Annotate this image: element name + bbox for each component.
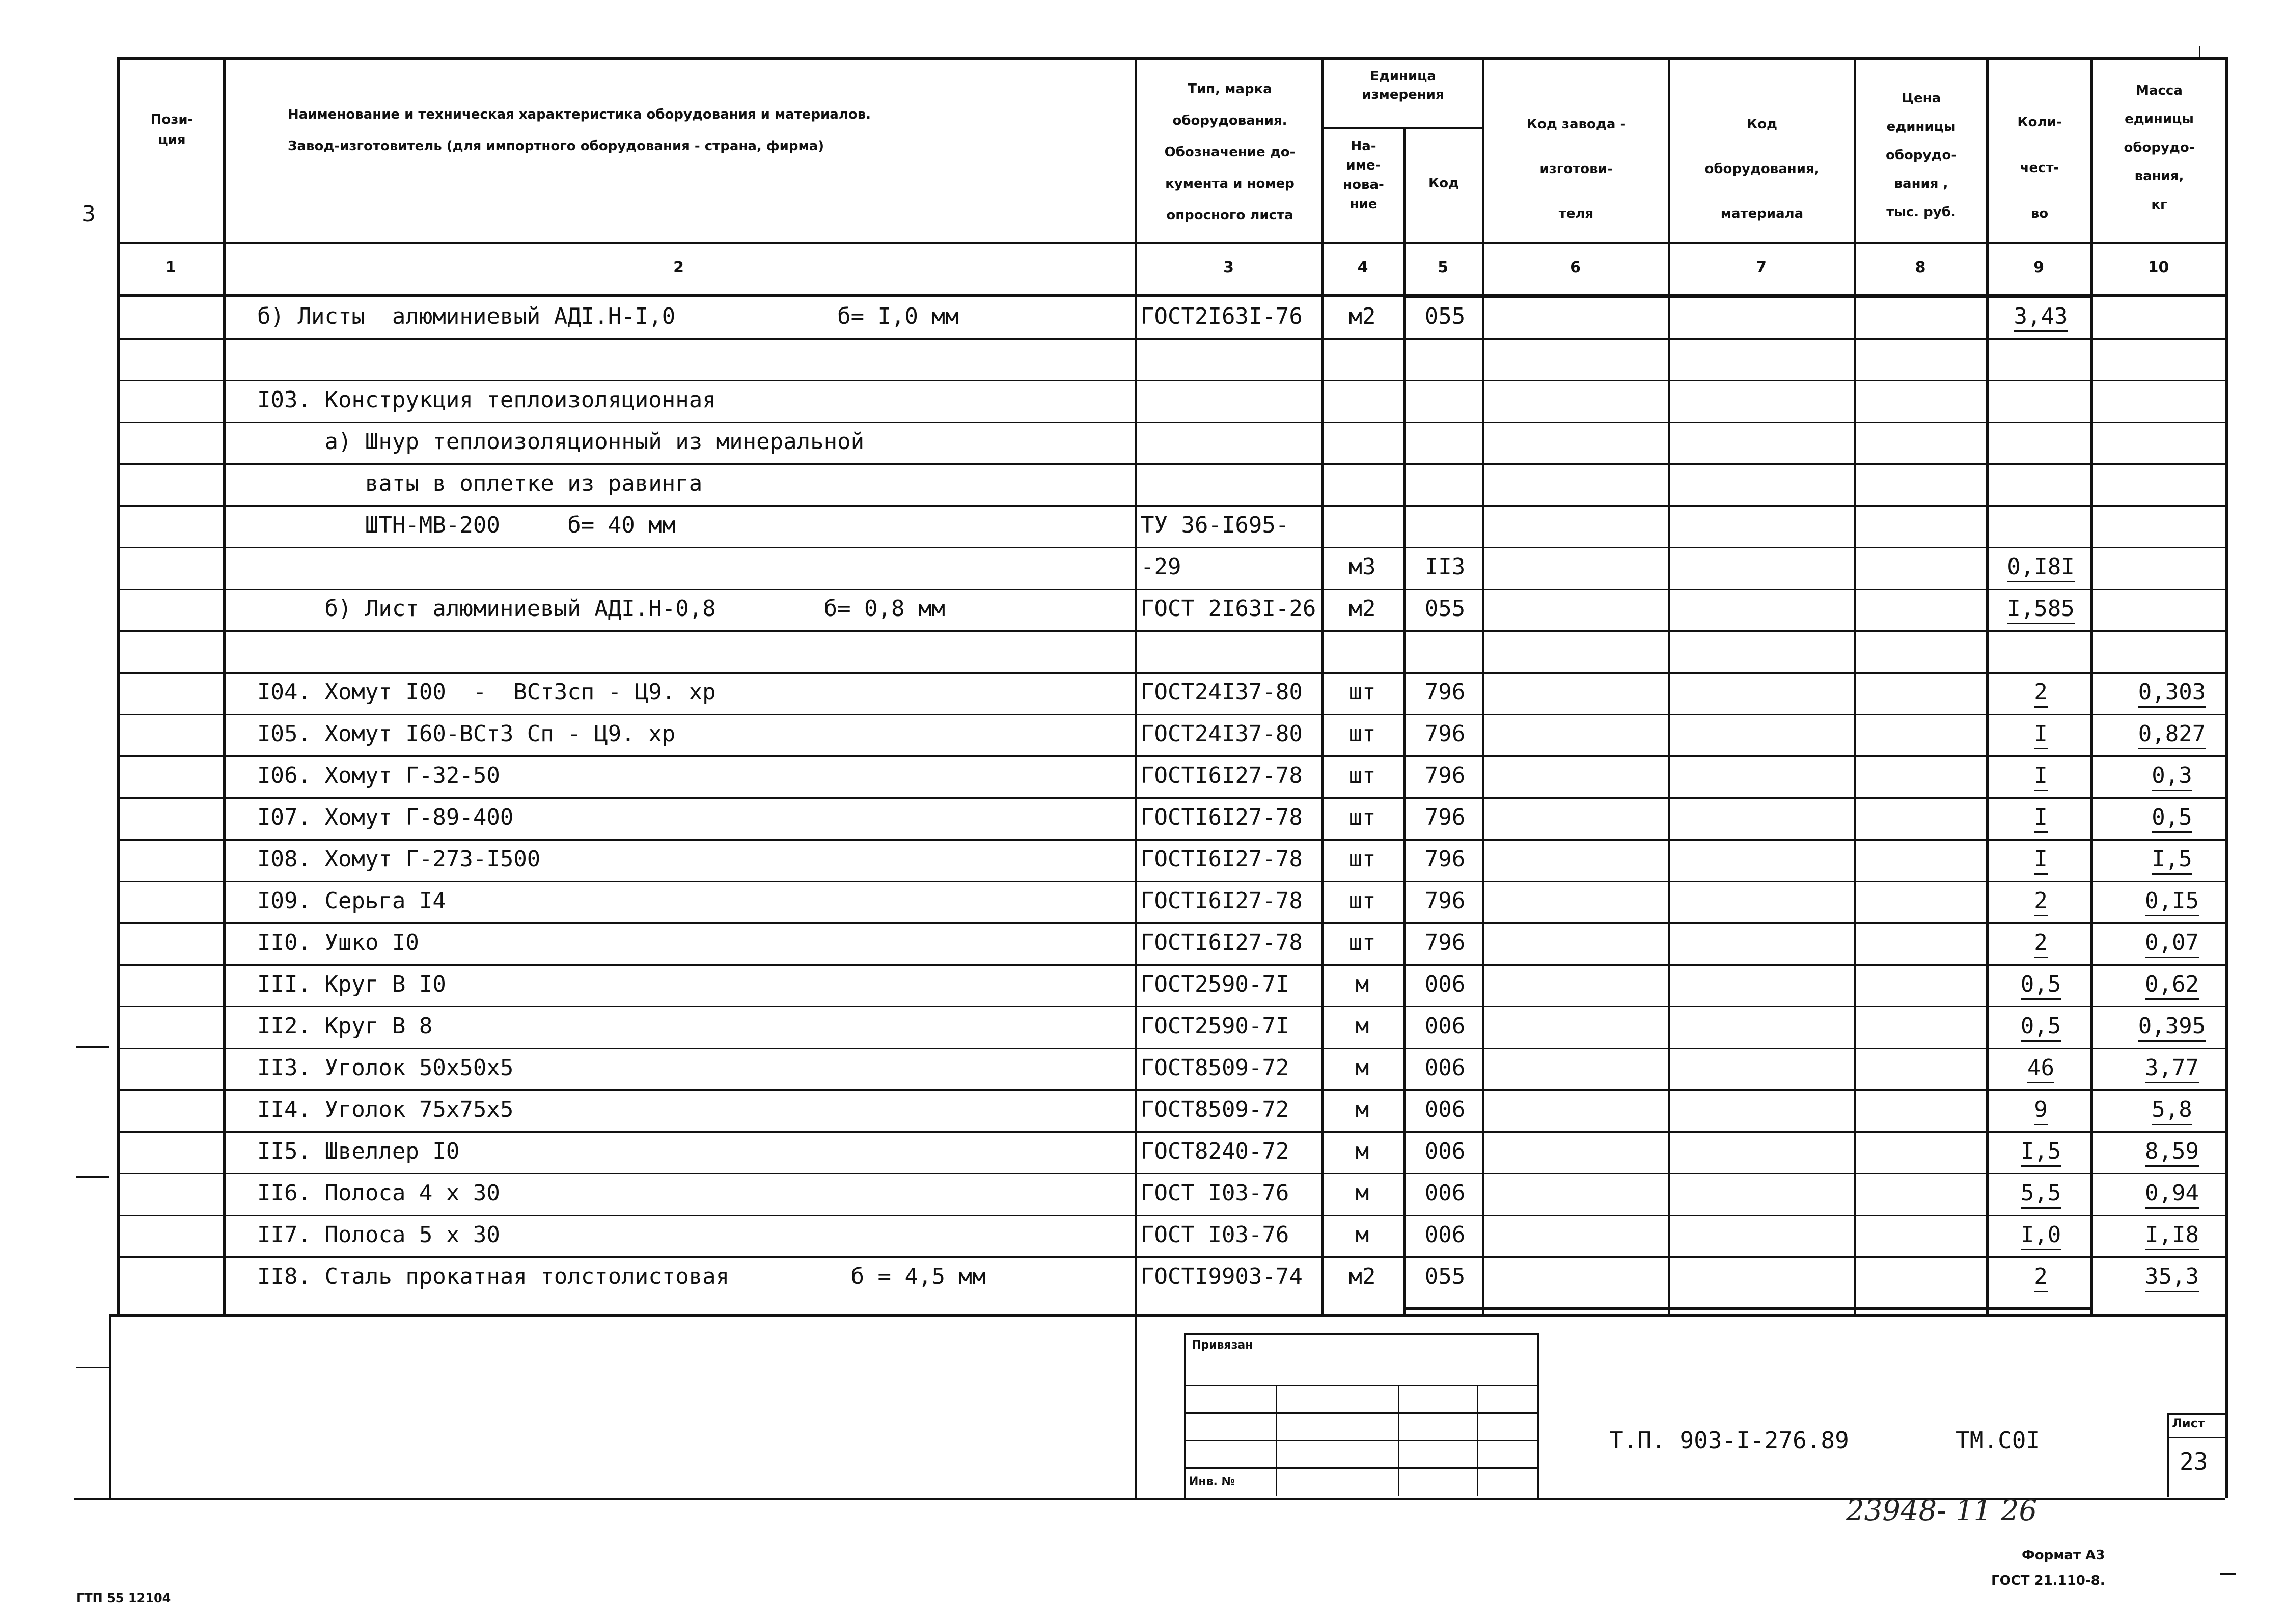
row-name: II3. Уголок 50х50х5 xyxy=(257,1055,514,1081)
row-mass: 5,8 xyxy=(2121,1099,2223,1121)
row-unit: шт xyxy=(1348,721,1376,747)
row-unit: м xyxy=(1355,1138,1369,1164)
row-quantity: 3,43 xyxy=(1994,305,2088,328)
row-mass: 35,3 xyxy=(2121,1266,2223,1288)
row-mass: 0,94 xyxy=(2121,1182,2223,1205)
row-name: I08. Хомут Г-273-I500 xyxy=(257,846,541,872)
row-code: 796 xyxy=(1424,721,1466,747)
row-quantity: I,585 xyxy=(1994,598,2088,620)
row-mass: 0,3 xyxy=(2121,765,2223,787)
row-code: 006 xyxy=(1424,1138,1466,1164)
format-label: Формат А3 xyxy=(2022,1548,2105,1563)
row-quantity: I xyxy=(1994,723,2088,745)
row-name: а) Шнур теплоизоляционный из минеральной xyxy=(257,429,865,455)
column-number: 3 xyxy=(1223,259,1234,276)
column-number: 7 xyxy=(1756,259,1767,276)
document-section: ТМ.С0I xyxy=(1956,1426,2041,1454)
stamp-attached-label: Привязан xyxy=(1192,1339,1253,1352)
row-name: ШТН-МВ-200 б= 40 мм xyxy=(257,512,676,538)
row-document: ГОСТI6I27-78 xyxy=(1141,763,1303,789)
row-unit: шт xyxy=(1348,679,1376,705)
gost-label: ГОСТ 21.110-8. xyxy=(1991,1573,2105,1588)
row-name: II7. Полоса 5 х 30 xyxy=(257,1222,500,1248)
row-mass: 8,59 xyxy=(2121,1140,2223,1163)
row-mass: 0,07 xyxy=(2121,932,2223,954)
row-code: 006 xyxy=(1424,1097,1466,1123)
column-number: 6 xyxy=(1570,259,1581,276)
stamp-inv-label: Инв. № xyxy=(1189,1475,1235,1488)
sheet-label: Лист xyxy=(2172,1416,2205,1431)
row-quantity: 0,5 xyxy=(1994,1015,2088,1038)
row-document: ГОСТI6I27-78 xyxy=(1141,846,1303,872)
row-quantity: 2 xyxy=(1994,932,2088,954)
row-unit: шт xyxy=(1348,888,1376,914)
row-document: ГОСТI6I27-78 xyxy=(1141,930,1303,956)
row-quantity: I,0 xyxy=(1994,1224,2088,1246)
column-number: 9 xyxy=(2033,259,2044,276)
row-name: II4. Уголок 75х75х5 xyxy=(257,1097,514,1123)
row-document: ГОСТI6I27-78 xyxy=(1141,804,1303,830)
row-code: 796 xyxy=(1424,679,1466,705)
header-type: Тип, марка оборудования. Обозначение до- кумента и номер опросного листа xyxy=(1164,81,1296,223)
header-name: Наименование и техническая характеристика оборудования и материалов. Завод-изготовитель (для импортного оборудования - страна, фирма) xyxy=(288,107,871,154)
row-mass: 0,5 xyxy=(2121,806,2223,829)
row-code: 006 xyxy=(1424,1055,1466,1081)
document-code: Т.П. 903-I-276.89 xyxy=(1609,1426,1849,1454)
row-code: II3 xyxy=(1424,554,1466,580)
column-number: 4 xyxy=(1357,259,1368,276)
header-units-group: Единица измерения xyxy=(1362,69,1444,102)
row-quantity: I xyxy=(1994,806,2088,829)
column-number: 10 xyxy=(2147,259,2169,276)
row-quantity: 5,5 xyxy=(1994,1182,2088,1205)
row-unit: шт xyxy=(1348,846,1376,872)
row-name: I03. Конструкция теплоизоляционная xyxy=(257,387,716,413)
row-code: 006 xyxy=(1424,1180,1466,1206)
column-number: 2 xyxy=(673,259,684,276)
row-document: -29 xyxy=(1141,554,1181,580)
row-code: 796 xyxy=(1424,888,1466,914)
row-name: б) Листы алюминиевый АДI.Н-I,0 б= I,0 мм xyxy=(257,303,959,329)
row-name: II0. Ушко I0 xyxy=(257,930,419,956)
row-mass: 0,395 xyxy=(2121,1015,2223,1038)
row-code: 006 xyxy=(1424,1222,1466,1248)
row-name: II6. Полоса 4 х 30 xyxy=(257,1180,500,1206)
row-name: II2. Круг В 8 xyxy=(257,1013,433,1039)
row-document: ГОСТ2590-7I xyxy=(1141,971,1289,997)
row-unit: м2 xyxy=(1348,1264,1376,1290)
header-unit-name: На- име- нова- ние xyxy=(1343,138,1384,212)
row-mass: 0,827 xyxy=(2121,723,2223,745)
row-quantity: 0,5 xyxy=(1994,973,2088,996)
column-number: 8 xyxy=(1915,259,1926,276)
row-unit: м xyxy=(1355,971,1369,997)
row-quantity: 46 xyxy=(1994,1057,2088,1079)
header-unit-code: Код xyxy=(1428,176,1459,191)
header-equipment-code: Код оборудования, материала xyxy=(1704,117,1820,221)
row-code: 796 xyxy=(1424,804,1466,830)
row-unit: шт xyxy=(1348,804,1376,830)
row-name: II5. Швеллер I0 xyxy=(257,1138,460,1164)
row-name: I09. Серьга I4 xyxy=(257,888,446,914)
row-quantity: I xyxy=(1994,765,2088,787)
row-unit: м3 xyxy=(1348,554,1376,580)
row-mass: 0,I5 xyxy=(2121,890,2223,912)
row-code: 796 xyxy=(1424,763,1466,789)
bottom-left-code: ГТП 55 12104 xyxy=(76,1591,171,1605)
row-document: ГОСТ24I37-80 xyxy=(1141,721,1303,747)
row-document: ГОСТ8509-72 xyxy=(1141,1097,1289,1123)
row-code: 796 xyxy=(1424,930,1466,956)
row-name: II8. Сталь прокатная толстолистовая б = 4,5 мм xyxy=(257,1264,986,1290)
row-name: III. Круг В I0 xyxy=(257,971,446,997)
row-name: ваты в оплетке из равинга xyxy=(257,470,703,496)
row-quantity: 2 xyxy=(1994,681,2088,704)
row-quantity: I xyxy=(1994,848,2088,871)
row-code: 055 xyxy=(1424,596,1466,622)
row-mass: 0,303 xyxy=(2121,681,2223,704)
sheet-number: 23 xyxy=(2180,1448,2208,1475)
row-unit: м xyxy=(1355,1013,1369,1039)
row-code: 055 xyxy=(1424,303,1466,329)
row-quantity: 0,I8I xyxy=(1994,556,2088,578)
row-unit: м xyxy=(1355,1055,1369,1081)
column-number: 5 xyxy=(1438,259,1448,276)
row-mass: I,I8 xyxy=(2121,1224,2223,1246)
header-factory-code: Код завода - изготови- теля xyxy=(1526,117,1626,221)
row-document: ГОСТ I03-76 xyxy=(1141,1222,1289,1248)
row-quantity: 9 xyxy=(1994,1099,2088,1121)
row-code: 006 xyxy=(1424,1013,1466,1039)
row-document: ГОСТI6I27-78 xyxy=(1141,888,1303,914)
row-unit: м2 xyxy=(1348,303,1376,329)
row-document: ТУ 36-I695- xyxy=(1141,512,1289,538)
row-document: ГОСТ 2I63I-26 xyxy=(1141,596,1316,622)
row-document: ГОСТ2590-7I xyxy=(1141,1013,1289,1039)
row-code: 796 xyxy=(1424,846,1466,872)
row-code: 055 xyxy=(1424,1264,1466,1290)
row-unit: м xyxy=(1355,1222,1369,1248)
row-quantity: 2 xyxy=(1994,1266,2088,1288)
row-unit: шт xyxy=(1348,763,1376,789)
row-document: ГОСТI9903-74 xyxy=(1141,1264,1303,1290)
header-price: Цена единицы оборудо- вания , тыс. руб. xyxy=(1885,91,1957,220)
column-number: 1 xyxy=(165,259,176,276)
row-quantity: I,5 xyxy=(1994,1140,2088,1163)
handwritten-number: 23948- 11 26 xyxy=(1846,1494,2037,1527)
row-unit: шт xyxy=(1348,930,1376,956)
header-position: Пози- ция xyxy=(150,112,194,148)
row-document: ГОСТ8509-72 xyxy=(1141,1055,1289,1081)
row-name: I04. Хомут I00 - ВСт3сп - Ц9. хр xyxy=(257,679,716,705)
row-unit: м xyxy=(1355,1097,1369,1123)
row-mass: 0,62 xyxy=(2121,973,2223,996)
row-name: б) Лист алюминиевый АДI.Н-0,8 б= 0,8 мм xyxy=(257,596,946,622)
header-mass: Масса единицы оборудо- вания, кг xyxy=(2124,83,2195,212)
row-document: ГОСТ I03-76 xyxy=(1141,1180,1289,1206)
row-unit: м2 xyxy=(1348,596,1376,622)
row-name: I05. Хомут I60-ВСт3 Сп - Ц9. хр xyxy=(257,721,676,747)
stamp-attached-box xyxy=(1184,1333,1539,1500)
row-quantity: 2 xyxy=(1994,890,2088,912)
row-unit: м xyxy=(1355,1180,1369,1206)
row-mass: 3,77 xyxy=(2121,1057,2223,1079)
row-name: I06. Хомут Г-32-50 xyxy=(257,763,500,789)
row-document: ГОСТ8240-72 xyxy=(1141,1138,1289,1164)
margin-mark: 3 xyxy=(81,201,96,227)
row-code: 006 xyxy=(1424,971,1466,997)
row-name: I07. Хомут Г-89-400 xyxy=(257,804,514,830)
header-quantity: Коли- чест- во xyxy=(2017,115,2062,221)
row-document: ГОСТ2I63I-76 xyxy=(1141,303,1303,329)
row-document: ГОСТ24I37-80 xyxy=(1141,679,1303,705)
row-mass: I,5 xyxy=(2121,848,2223,871)
